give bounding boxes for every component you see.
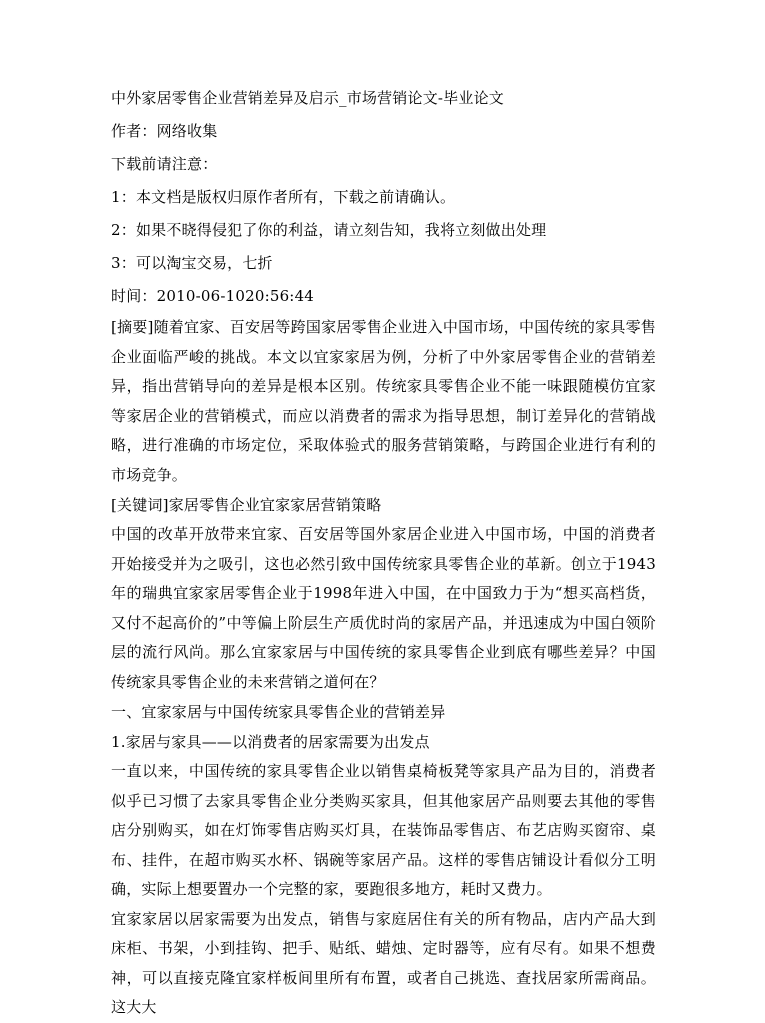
- author-line: 作者：网络收集: [111, 122, 218, 140]
- intro-paragraph: 中国的改革开放带来宜家、百安居等国外家居企业进入中国市场，中国的消费者开始接受并为之吸引，这也必然引致中国传统家具零售企业的革新。创立于1943年的瑞典宜家家居零售企业于1998年进入中国，在中国致力于为“想买高档货，又付不起高价的”中等偏上阶层生产质优时尚的家居产品，并迅速成为中国白领阶层的流行风尚。那么宜家家居与中国传统的家具零售企业到底有哪些差异？中国传统家具零售企业的未来营销之道何在？: [111, 525, 656, 691]
- subsection-heading: 1.家居与家具——以消费者的居家需要为出发点: [111, 733, 430, 751]
- notice-item: 3：可以淘宝交易，七折: [111, 254, 273, 272]
- abstract-paragraph: [摘要]随着宜家、百安居等跨国家居零售企业进入中国市场，中国传统的家具零售企业面临严峻的挑战。本文以宜家家居为例，分析了中外家居零售企业的营销差异，指出营销导向的差异是根本区别。传统家具零售企业不能一味跟随模仿宜家等家居企业的营销模式，而应以消费者的需求为指导思想，制订差异化的营销战略，进行准确的市场定位，采取体验式的服务营销策略，与跨国企业进行有利的市场竞争。: [111, 318, 656, 484]
- document-body: [111, 82, 656, 1023]
- keywords-line: [关键词]家居零售企业宜家家居营销策略: [111, 496, 382, 514]
- time-line: 时间：2010-06-1020:56:44: [111, 287, 315, 305]
- document-title: 中外家居零售企业营销差异及启示_市场营销论文-毕业论文: [111, 89, 504, 107]
- body-paragraph: 宜家家居以居家需要为出发点，销售与家庭居住有关的所有物品，店内产品大到床柜、书架，小到挂钩、把手、贴纸、蜡烛、定时器等，应有尽有。如果不想费神，可以直接克隆宜家样板间里所有布置，或者自己挑选、查找居家所需商品。这大大: [111, 909, 656, 1016]
- body-paragraph: 一直以来，中国传统的家具零售企业以销售桌椅板凳等家具产品为目的，消费者似乎已习惯了去家具零售企业分类购买家具，但其他家居产品则要去其他的零售店分别购买，如在灯饰零售店购买灯具，在装饰品零售店、布艺店购买窗帘、桌布、挂件，在超市购买水杯、锅碗等家居产品。这样的零售店铺设计看似分工明确，实际上想要置办一个完整的家，要跑很多地方，耗时又费力。: [111, 762, 656, 898]
- notice-heading: 下载前请注意：: [111, 155, 218, 173]
- section-heading: 一、宜家家居与中国传统家具零售企业的营销差异: [111, 703, 446, 721]
- notice-item: 1：本文档是版权归原作者所有，下载之前请确认。: [111, 188, 456, 206]
- notice-item: 2：如果不晓得侵犯了你的利益，请立刻告知，我将立刻做出处理: [111, 221, 547, 239]
